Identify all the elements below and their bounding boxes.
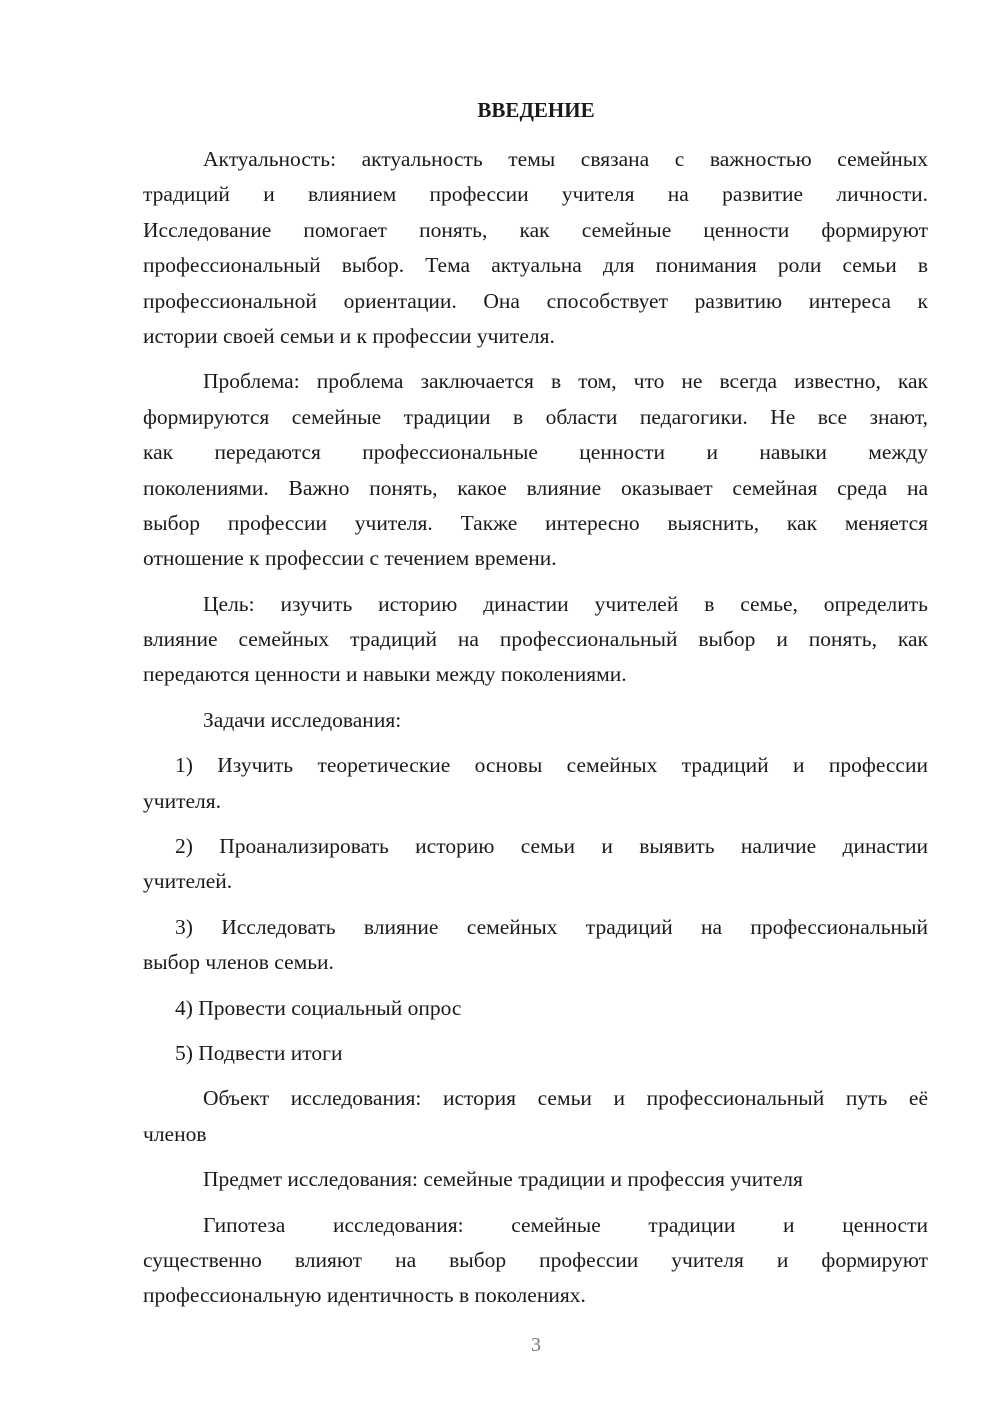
text-line: Проблема: проблема заключается в том, что не всегда известно, как [203, 369, 928, 394]
text-line: Объект исследования: история семьи и профессиональный путь её [203, 1086, 928, 1111]
text-line: Предмет исследования: семейные традиции и профессия учителя [203, 1167, 803, 1192]
list-item [143, 910, 928, 981]
text-line: истории своей семьи и к профессии учителя. [143, 323, 555, 348]
paragraph [143, 142, 928, 354]
text-line: традиций и влиянием профессии учителя на развитие личности. [143, 182, 928, 207]
text-line: выбор членов семьи. [143, 950, 334, 975]
text-line: Гипотеза исследования: семейные традиции и ценности [203, 1212, 928, 1237]
text-line: выбор профессии учителя. Также интересно выяснить, как меняется [143, 510, 928, 535]
page-number: 3 [531, 1334, 541, 1356]
text-line: существенно влияют на выбор профессии учителя и формируют [143, 1247, 928, 1272]
section-title: ВВЕДЕНИЕ [477, 98, 595, 122]
list-item [143, 991, 928, 1026]
text-line: учителя. [143, 788, 222, 813]
paragraph [143, 1162, 928, 1197]
text-line: Цель: изучить историю династии учителей в семье, определить [203, 591, 928, 616]
paragraph [143, 703, 928, 738]
text-line: 5) Подвести итоги [175, 1040, 343, 1065]
text-line: членов [143, 1121, 207, 1146]
text-line: Задачи исследования: [203, 707, 402, 732]
list-item [143, 1036, 928, 1071]
text-line: 4) Провести социальный опрос [175, 995, 462, 1020]
text-line: поколениями. Важно понять, какое влияние оказывает семейная среда на [143, 475, 928, 500]
text-line: влияние семейных традиций на профессиональный выбор и понять, как [143, 627, 928, 652]
text-line: профессиональный выбор. Тема актуальна для понимания роли семьи в [143, 253, 928, 278]
paragraph [143, 364, 928, 576]
text-line: Исследование помогает понять, как семейные ценности формируют [143, 217, 928, 242]
document-body [143, 142, 928, 1324]
paragraph [143, 1208, 928, 1314]
list-item [143, 748, 928, 819]
text-line: 2) Проанализировать историю семьи и выявить наличие династии [175, 834, 928, 859]
paragraph [143, 587, 928, 693]
text-line: передаются ценности и навыки между поколениями. [143, 662, 627, 687]
text-line: отношение к профессии с течением времени. [143, 546, 557, 571]
text-line: 3) Исследовать влияние семейных традиций на профессиональный [175, 914, 928, 939]
text-line: профессиональной ориентации. Она способствует развитию интереса к [143, 288, 928, 313]
paragraph [143, 1081, 928, 1152]
text-line: профессиональную идентичность в поколениях. [143, 1283, 586, 1308]
text-line: Актуальность: актуальность темы связана с важностью семейных [203, 147, 928, 171]
text-line: 1) Изучить теоретические основы семейных традиций и профессии [175, 753, 928, 778]
list-item [143, 829, 928, 900]
text-line: как передаются профессиональные ценности и навыки между [143, 440, 928, 465]
text-line: формируются семейные традиции в области педагогики. Не все знают, [143, 404, 928, 429]
text-line: учителей. [143, 869, 233, 894]
